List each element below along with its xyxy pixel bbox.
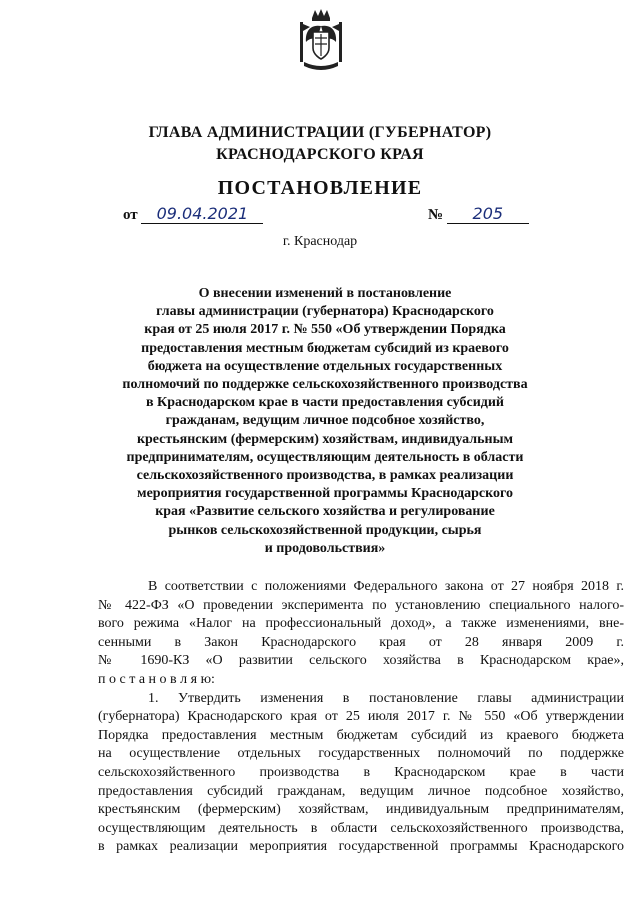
number-prefix: № [428,207,444,223]
date-line [123,205,263,224]
resolves-phrase: п о с т а н о в л я ю: [98,671,215,687]
date-prefix: от [123,207,138,223]
issuer-title-line1: ГЛАВА АДМИНИСТРАЦИИ (ГУБЕРНАТОР) [148,124,492,141]
title-line: в Краснодарском крае в части предоставления субсидий [145,395,504,411]
title-line: сельскохозяйственного производства, в рамках реализации [136,468,514,484]
body-line: осуществляющим деятельность в области сельскохозяйственного производства, [98,820,624,836]
title-line: гражданам, ведущим личное подсобное хозяйство, [165,413,485,429]
body-line: Порядка предоставления местным бюджетам субсидий из краевого бюджета [98,727,624,743]
body-line: (губернатора) Краснодарского края от 25 июля 2017 г. № 550 «Об утверждении [98,709,624,725]
coat-of-arms-emblem [296,8,346,74]
body-line: сенными в Закон Краснодарского края от 28 января 2009 г. [98,634,624,650]
issuer-title-line2: КРАСНОДАРСКОГО КРАЯ [216,146,424,163]
body-line: сельскохозяйственного производства в Краснодарском крае в части [98,764,624,780]
title-line: бюджета на осуществление отдельных государственных [147,358,503,374]
body-line: на осуществление отдельных государственных полномочий по поддержке [98,746,624,762]
body-line: № 1690-КЗ «О развитии сельского хозяйства в Краснодарском крае», [98,653,624,669]
body-line: крестьянским (фермерским) хозяйствам, индивидуальным предпринимателям, [98,802,624,818]
resolution-title [110,285,540,558]
title-line: края от 25 июля 2017 г. № 550 «Об утверждении Порядка [144,322,506,338]
title-line: и продовольствия» [264,540,386,556]
title-line: рынков сельскохозяйственной продукции, сырья [168,522,482,538]
title-line: полномочий по поддержке сельскохозяйственного производства [122,377,528,393]
resolution-body [98,578,624,857]
title-line: О внесении изменений в постановление [198,286,452,301]
number-line [428,205,529,224]
body-line: 1. Утвердить изменения в постановление главы администрации [148,690,624,706]
handwritten-number: 205 [447,205,529,224]
document-type-heading: ПОСТАНОВЛЕНИЕ [217,177,423,199]
title-line: крестьянским (фермерским) хозяйствам, индивидуальным [136,431,514,447]
body-line: вого режима «Налог на профессиональный доход», а также изменениями, вне- [98,616,624,632]
body-line: в рамках реализации мероприятия государственной программы Краснодарского [98,839,624,855]
title-line: предпринимателям, осуществляющим деятельность в области [126,449,524,465]
city-label: г. Краснодар [282,234,358,249]
handwritten-date: 09.04.2021 [141,205,263,224]
title-line: мероприятия государственной программы Краснодарского [137,486,513,502]
body-line: предоставления субсидий гражданам, ведущим личное подсобное хозяйство, [98,783,624,799]
title-line: края «Развитие сельского хозяйства и регулирование [155,504,495,520]
title-line: главы администрации (губернатора) Краснодарского [156,304,494,320]
body-line: В соответствии с положениями Федерального закона от 27 ноября 2018 г. [148,579,624,594]
title-line: предоставления местным бюджетам субсидий из краевого [141,340,509,356]
body-line: № 422-ФЗ «О проведении эксперимента по установлению специального налого- [98,597,624,613]
